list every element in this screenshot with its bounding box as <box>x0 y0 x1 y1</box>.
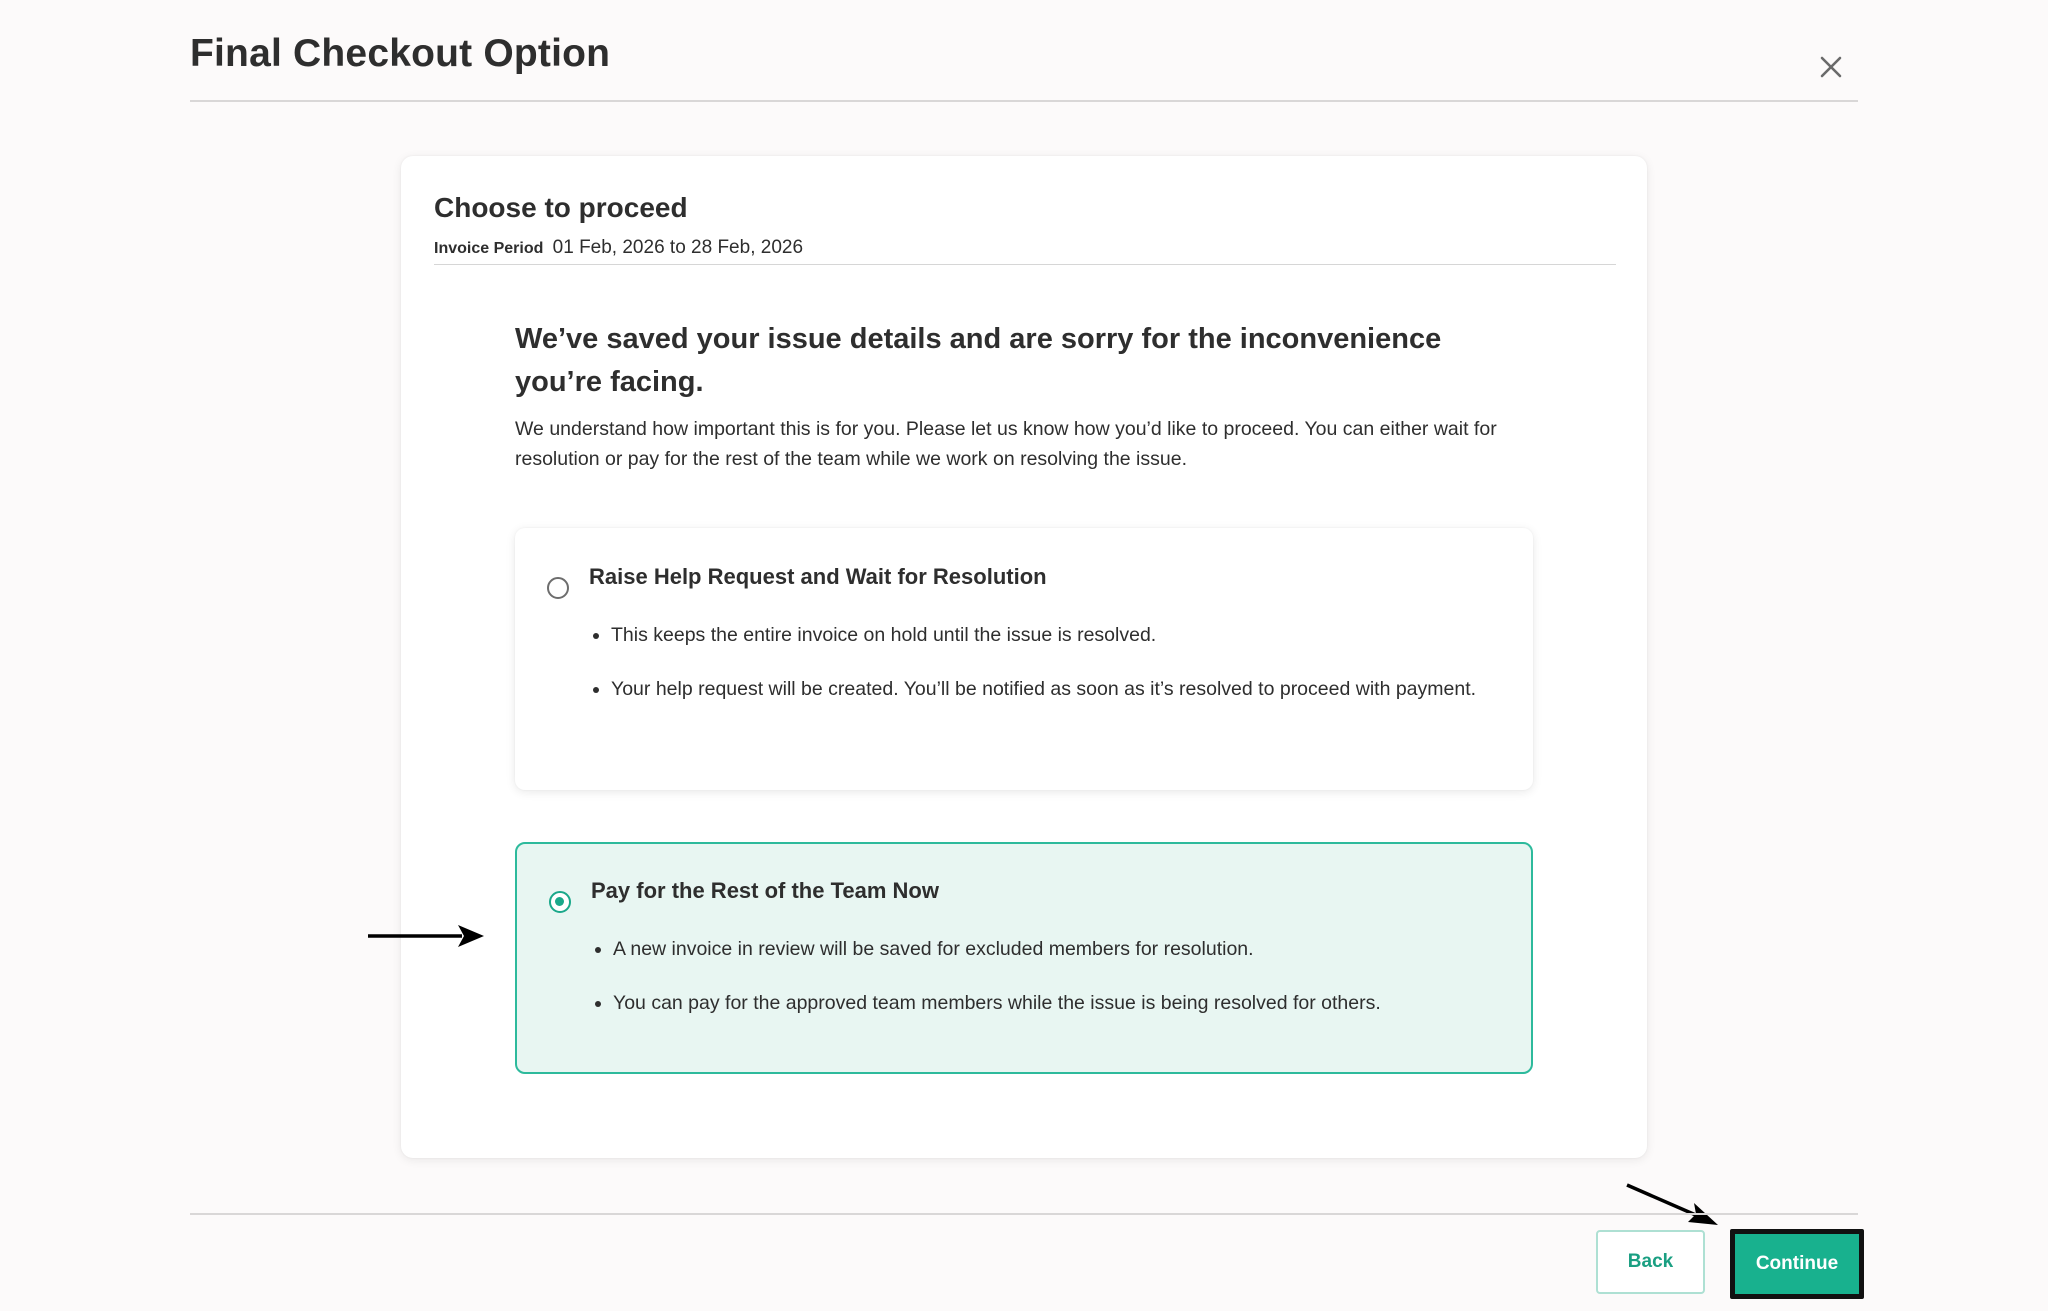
option-title: Raise Help Request and Wait for Resolution <box>589 564 1047 589</box>
bullet-item: • A new invoice in review will be saved for excluded members for resolution. <box>613 934 1493 964</box>
footer-divider <box>190 1213 1858 1215</box>
option-raise-help-request[interactable] <box>515 528 1533 790</box>
back-button[interactable]: Back <box>1596 1230 1705 1294</box>
apology-headline: We’ve saved your issue details and are sorry for the inconvenience you’re facing. <box>515 323 1442 398</box>
option-pay-rest-of-team[interactable] <box>515 842 1533 1074</box>
continue-button[interactable]: Continue <box>1730 1229 1864 1299</box>
close-button[interactable] <box>1816 52 1846 82</box>
modal-title: Final Checkout Option <box>190 32 611 75</box>
arrow-icon <box>366 920 486 952</box>
option-title: Pay for the Rest of the Team Now <box>591 878 939 903</box>
close-icon <box>1816 52 1846 82</box>
choose-to-proceed-card <box>401 156 1647 1158</box>
arrow-icon <box>1624 1180 1720 1228</box>
card-title: Choose to proceed <box>434 192 688 223</box>
bullet-item: • Your help request will be created. You’ll be notified as soon as it’s resolved to proceed with payment. <box>611 674 1491 704</box>
bullet-item: • You can pay for the approved team members while the issue is being resolved for others. <box>613 988 1493 1018</box>
invoice-period <box>434 237 803 259</box>
bullet-item: • This keeps the entire invoice on hold until the issue is resolved. <box>611 620 1491 650</box>
intro-text: We understand how important this is for you. Please let us know how you’d like to proceed. You can either wait for resolution or pay for the rest of the team while we work on resolving the issue. <box>515 418 1497 470</box>
radio-unselected[interactable] <box>547 577 569 599</box>
invoice-period-label: Invoice Period <box>434 240 544 257</box>
radio-selected[interactable] <box>549 891 571 913</box>
header-divider <box>190 100 1858 102</box>
option-bullets <box>589 620 1491 728</box>
invoice-period-value: 01 Feb, 2026 to 28 Feb, 2026 <box>552 237 804 258</box>
option-bullets <box>591 934 1493 1042</box>
card-divider <box>434 264 1616 265</box>
